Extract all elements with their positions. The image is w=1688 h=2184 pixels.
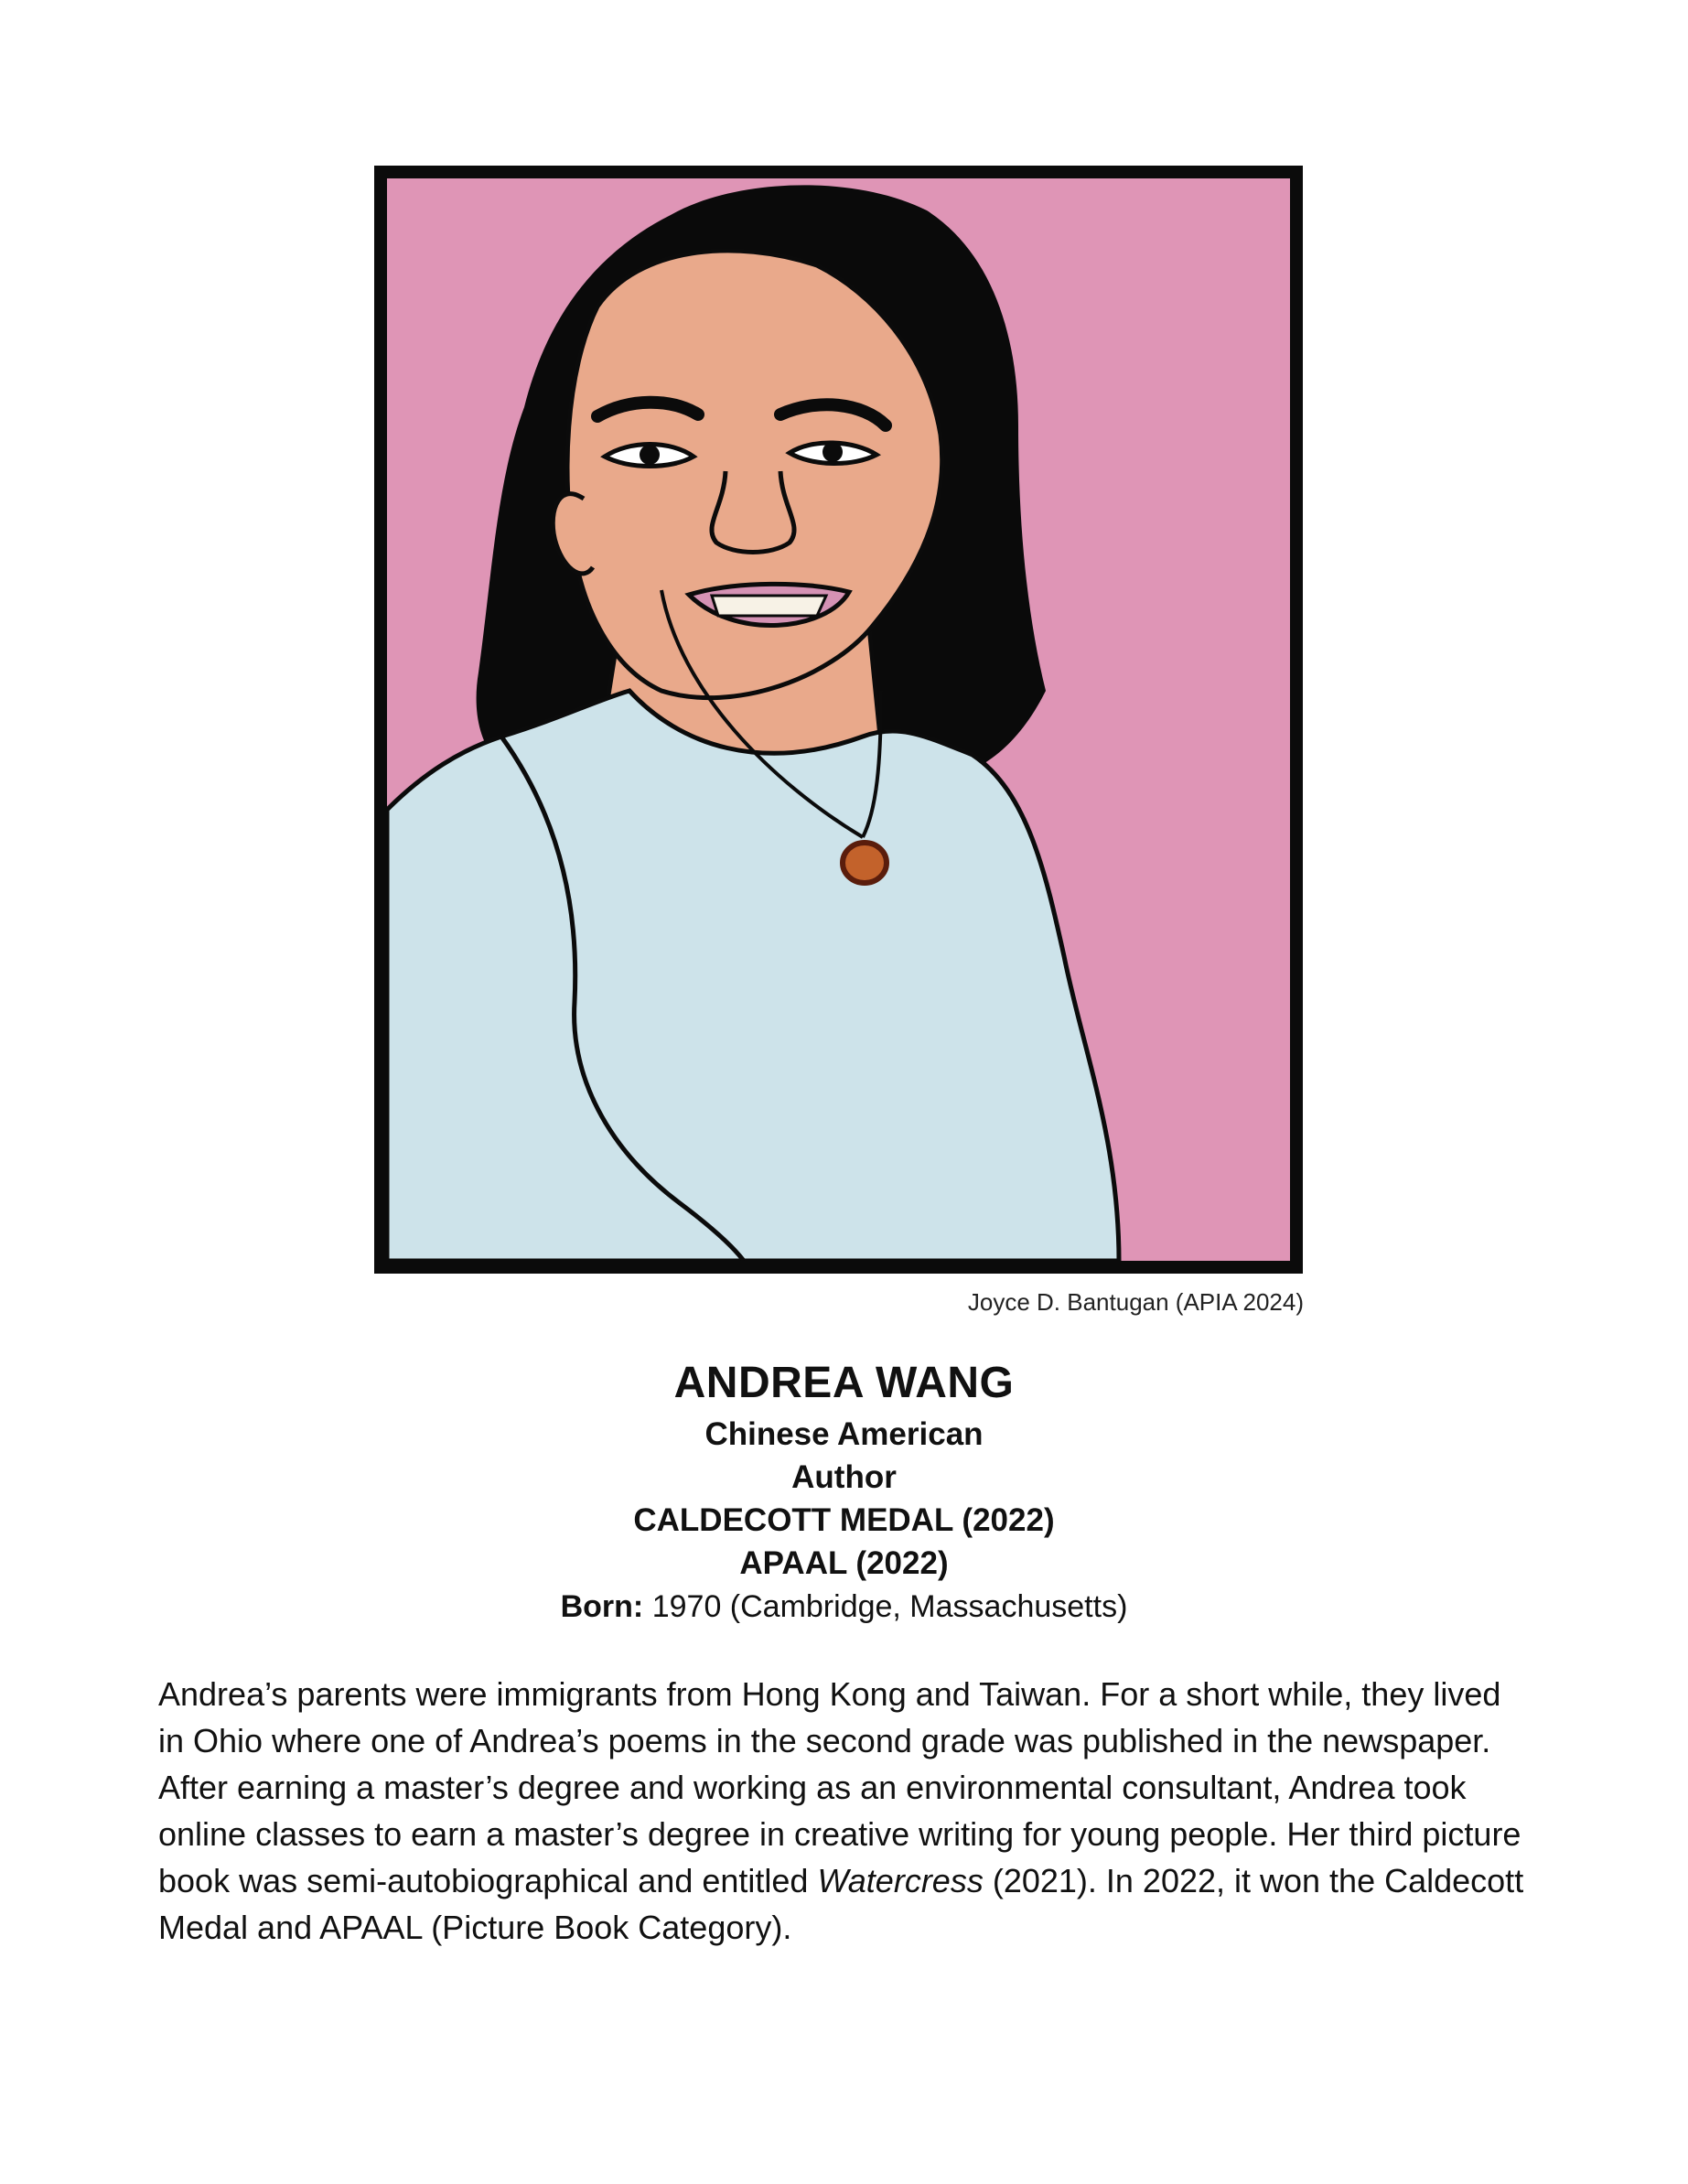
illustration-credit: Joyce D. Bantugan (APIA 2024) — [967, 1288, 1304, 1316]
right-pupil — [822, 442, 843, 462]
left-pupil — [640, 445, 660, 465]
profile-header — [0, 1354, 1688, 1629]
biography — [158, 1671, 1531, 1951]
teeth — [712, 596, 826, 616]
award-apaal: APAAL (2022) — [739, 1545, 949, 1581]
birth-info — [0, 1585, 1688, 1629]
portrait-drawing — [387, 178, 1290, 1261]
bio-text-1: Andrea’s parents were immigrants from Hong Kong and Taiwan. For a short while, they lived in Ohio where one of Andrea’s poems in the second grade was published in the newspaper. After earning a master’s degree and working as an environmental consultant, Andrea took online classes to earn a master’s degree in creative writing for young people. Her third picture book was semi-autobiographical and entitled — [158, 1675, 1521, 1899]
award-caldecott: CALDECOTT MEDAL (2022) — [633, 1502, 1055, 1538]
heritage-line: Chinese American — [704, 1416, 984, 1452]
born-value: 1970 (Cambridge, Massachusetts) — [643, 1589, 1128, 1624]
portrait-illustration — [374, 166, 1303, 1274]
bio-text-2: (2021). In 2022, it won the Caldecott Medal and APAAL (Picture Book Category). — [158, 1862, 1524, 1946]
pendant — [843, 843, 887, 883]
person-name: ANDREA WANG — [673, 1359, 1015, 1407]
profession-line: Author — [791, 1459, 897, 1495]
born-label: Born: — [560, 1589, 644, 1624]
book-title: Watercress — [817, 1862, 984, 1899]
biography-paragraph — [158, 1671, 1531, 1951]
